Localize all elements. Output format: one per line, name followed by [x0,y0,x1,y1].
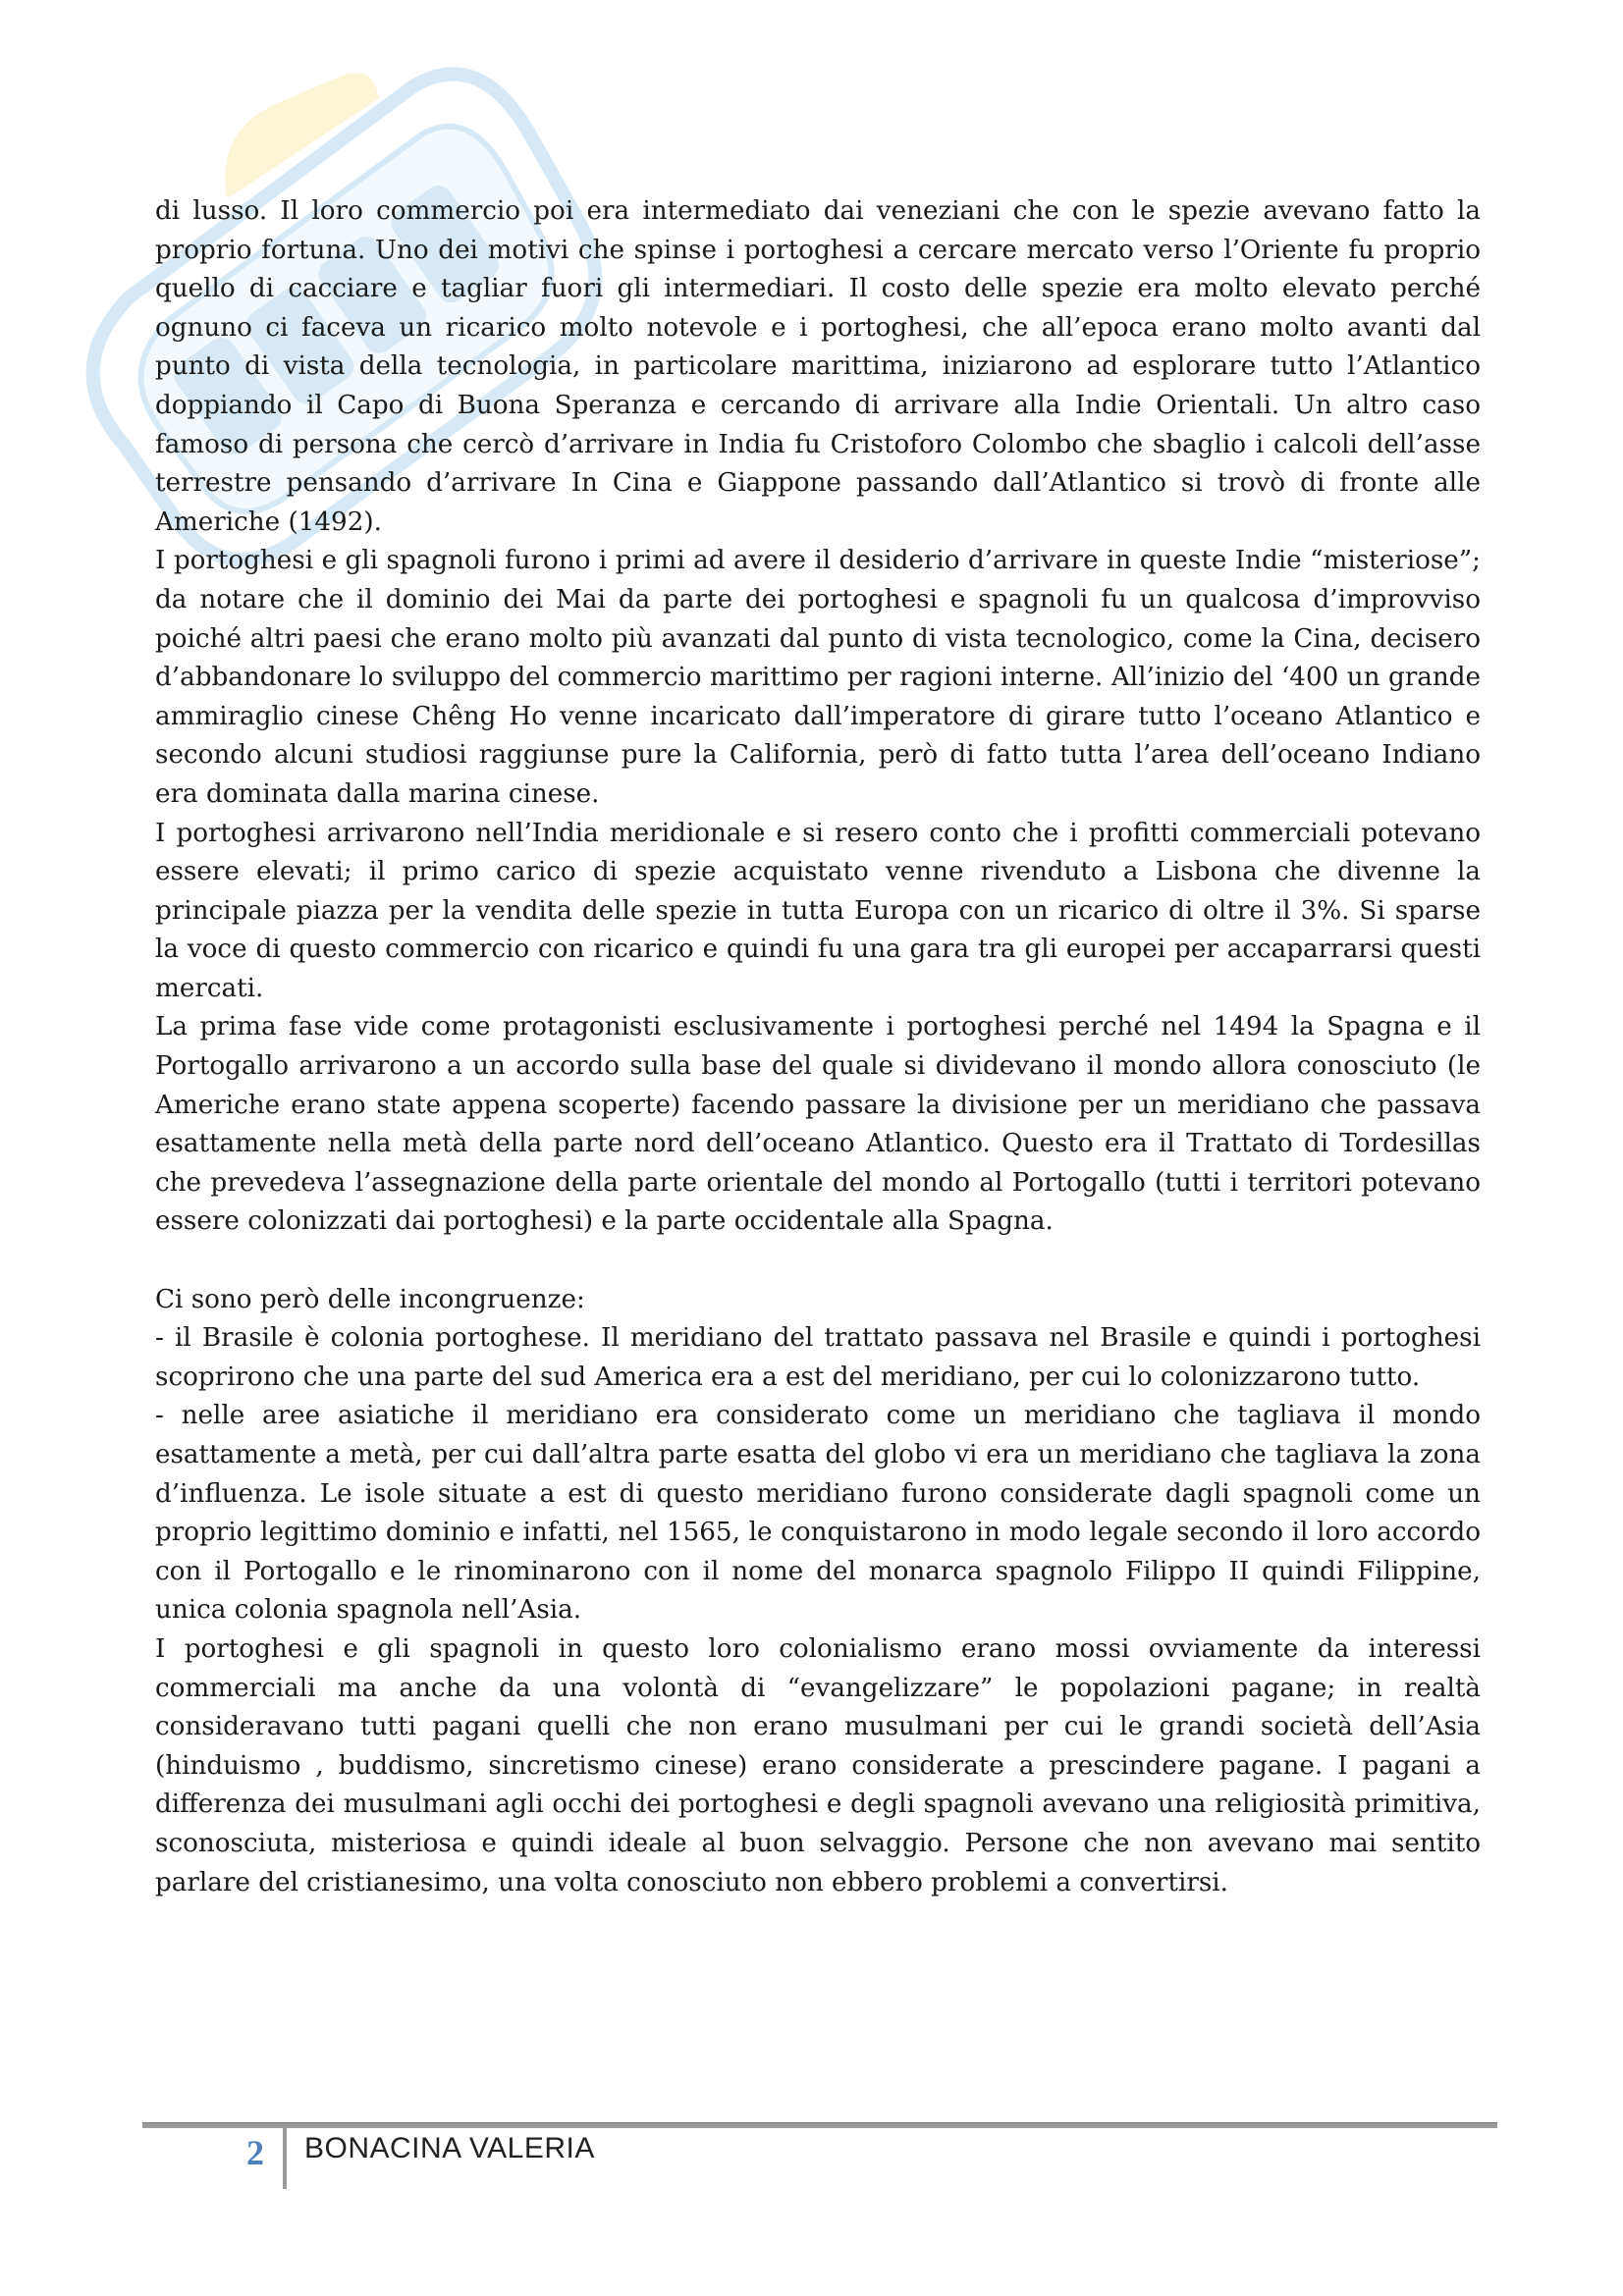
list-intro: Ci sono però delle incongruenze: [155,1284,585,1314]
paragraph: di lusso. Il loro commercio poi era intermediato dai veneziani che con le spezie avevano fatto la proprio fortuna. Uno dei motivi che spinse i portoghesi a cercare mercato verso l’Oriente fu proprio quello di cacciare e tagliar fuori gli intermediari. Il costo delle spezie era molto elevato perché ognuno ci faceva un ricarico molto notevole e i portoghesi, che all’epoca erano molto avanti dal punto di vista della tecnologia, in particolare marittima, iniziarono ad esplorare tutto l’Atlantico doppiando il Capo di Buona Speranza e cercando di arrivare alla Indie Orientali. Un altro caso famoso di persona che cercò d’arrivare in India fu Cristoforo Colombo che sbaglio i calcoli dell’asse terrestre pensando d’arrivare In Cina e Giappone passando dall’Atlantico si trovò di fronte alle Americhe (1492). [155,196,1481,537]
paragraph: I portoghesi e gli spagnoli in questo loro colonialismo erano mossi ovviamente da interessi commerciali ma anche da una volontà di “evangelizzare” le popolazioni pagane; in realtà consideravano tutti pagani quelli che non erano musulmani per cui le grandi società dell’Asia (hinduismo , buddismo, sincretismo cinese) erano considerate a prescindere pagane. I pagani a differenza dei musulmani agli occhi dei portoghesi e degli spagnoli avevano una religiosità primitiva, sconosciuta, misteriosa e quindi ideale al buon selvaggio. Persone che non avevano mai sentito parlare del cristianesimo, una volta conosciuto non ebbero problemi a convertirsi. [155,1633,1481,1897]
paragraph: La prima fase vide come protagonisti esclusivamente i portoghesi perché nel 1494 la Spagna e il Portogallo arrivarono a un accordo sulla base del quale si dividevano il mondo allora conosciuto (le Americhe erano state appena scoperte) facendo passare la divisione per un meridiano che passava esattamente nella metà della parte nord dell’oceano Atlantico. Questo era il Trattato di Tordesillas che prevedeva l’assegnazione della parte orientale del mondo al Portogallo (tutti i territori potevano essere colonizzati dai portoghesi) e la parte occidentale alla Spagna. [155,1012,1481,1237]
footer-divider [283,2127,287,2189]
page-number: 2 [246,2133,264,2172]
list-item: - il Brasile è colonia portoghese. Il meridiano del trattato passava nel Brasile e quindi i portoghesi scoprirono che una parte del sud America era a est del meridiano, per cui lo colonizzarono tutto. [155,1323,1481,1392]
footer-rule [142,2122,1497,2128]
body-text [155,192,1481,1902]
list-item: - nelle aree asiatiche il meridiano era considerato come un meridiano che tagliava il mondo esattamente a metà, per cui dall’altra parte esatta del globo vi era un meridiano che tagliava la zona d’influenza. Le isole situate a est di questo meridiano furono considerate dagli spagnoli come un proprio legittimo dominio e infatti, nel 1565, le conquistarono in modo legale secondo il loro accordo con il Portogallo e le rinominarono con il nome del monarca spagnolo Filippo II quindi Filippine, unica colonia spagnola nell’Asia. [155,1401,1481,1626]
footer-author: BONACINA VALERIA [304,2132,595,2164]
paragraph: I portoghesi arrivarono nell’India meridionale e si resero conto che i profitti commerciali potevano essere elevati; il primo carico di spezie acquistato venne rivenduto a Lisbona che divenne la principale piazza per la vendita delle spezie in tutta Europa con un ricarico di oltre il 3%. Si sparse la voce di questo commercio con ricarico e quindi fu una gara tra gli europei per accaparrarsi questi mercati. [155,818,1481,1003]
paragraph: I portoghesi e gli spagnoli furono i primi ad avere il desiderio d’arrivare in queste Indie “misteriose”; da notare che il dominio dei Mai da parte dei portoghesi e spagnoli fu un qualcosa d’improvviso poiché altri paesi che erano molto più avanzati dal punto di vista tecnologico, come la Cina, decisero d’abbandonare lo sviluppo del commercio marittimo per ragioni interne. All’inizio del ‘400 un grande ammiraglio cinese Chêng Ho venne incaricato dall’imperatore di girare tutto l’oceano Atlantico e secondo alcuni studiosi raggiunse pure la California, però di fatto tutta l’area dell’oceano Indiano era dominata dalla marina cinese. [155,546,1481,809]
